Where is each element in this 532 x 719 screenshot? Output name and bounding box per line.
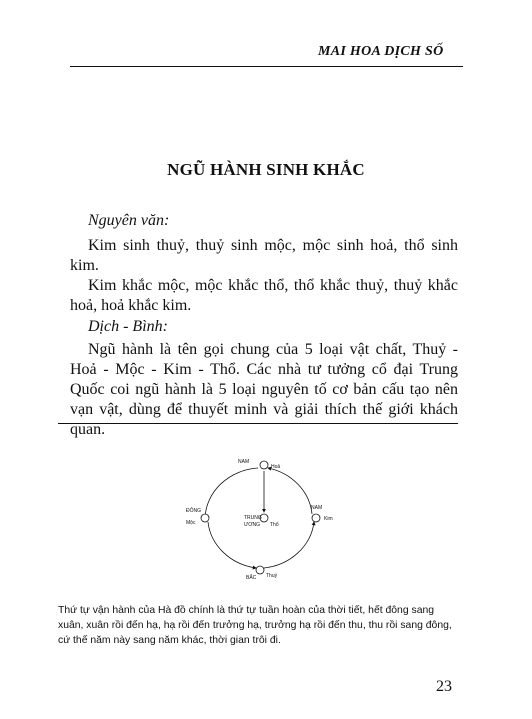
original-paragraph-2: Kim khắc mộc, mộc khắc thổ, thổ khắc thuỷ, thuỷ khắc hoả, hoả khắc kim. xyxy=(70,277,458,314)
label-fire: Hoả xyxy=(271,464,281,470)
translation-paragraph: Ngũ hành là tên gọi chung của 5 loại vật chất, Thuỷ - Hoả - Mộc - Kim - Thổ. Các nhà tư tưởng cổ đại Trung Quốc coi ngũ hành là 5 loại nguyên tố cơ bản cấu tạo nên vạn vật, dùng để thuyết minh và giải thích thế giới khách quan. xyxy=(70,341,458,438)
chapter-title: NGŨ HÀNH SINH KHẮC xyxy=(167,160,365,179)
node-wood xyxy=(201,514,209,522)
arc-water-to-metal xyxy=(264,522,314,568)
label-center-2: ƯƠNG xyxy=(244,522,261,528)
figure-caption: Thứ tự vận hành của Hà đồ chính là thứ tự tuần hoàn của thời tiết, hết đông sang xuân, xuân rồi đến hạ, hạ rồi đến trưởng hạ, trưởng hạ rồi đến thu, thu rồi sang đông, cứ thế năm này sang năm khác, thời gian trôi đi. xyxy=(58,605,452,646)
arc-fire-to-wood xyxy=(205,468,258,518)
node-fire xyxy=(260,461,268,469)
label-north: BẮC xyxy=(246,575,257,581)
label-south-right: NAM xyxy=(311,505,323,511)
label-wood: Mộc xyxy=(186,520,196,526)
label-center-1: TRUNG xyxy=(244,515,262,521)
node-water xyxy=(256,566,264,574)
page-number: 23 xyxy=(436,678,452,695)
running-header-title: MAI HOA DỊCH SỐ xyxy=(318,44,444,59)
label-earth: Thổ xyxy=(270,522,279,528)
node-metal xyxy=(312,514,320,522)
arc-metal-to-fire xyxy=(268,468,312,514)
label-metal: Kim xyxy=(324,516,333,522)
label-south-top: NAM xyxy=(238,459,250,465)
header-rule xyxy=(70,66,463,67)
label-water: Thuỷ xyxy=(266,573,278,579)
arc-wood-to-water xyxy=(208,522,256,568)
five-elements-diagram xyxy=(160,440,400,600)
original-text-label: Nguyên văn: xyxy=(88,212,170,229)
translation-label: Dịch - Bình: xyxy=(88,318,168,335)
original-paragraph-1: Kim sinh thuỷ, thuỷ sinh mộc, mộc sinh hoả, thổ sinh kim. xyxy=(70,237,458,274)
section-rule xyxy=(58,423,458,424)
label-east: ĐÔNG xyxy=(186,508,201,514)
